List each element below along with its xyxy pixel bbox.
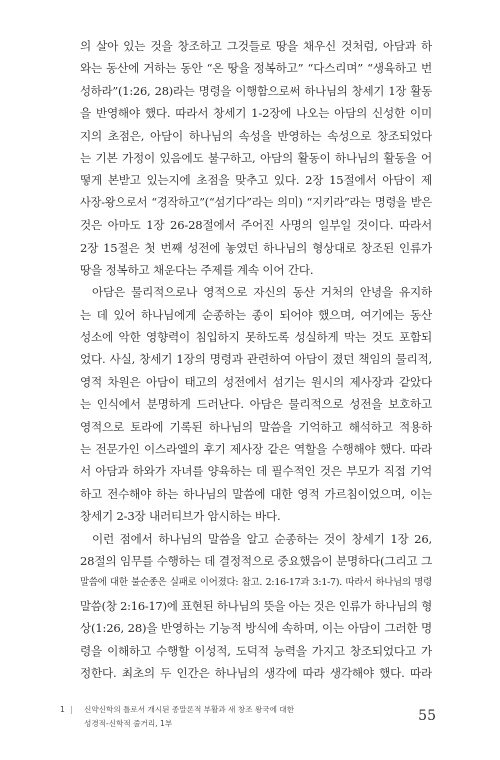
text-line: 지의 초점은, 아담이 하나님의 속성을 반영하는 속성으로 창조되었다 xyxy=(80,128,432,143)
text-line: 아담은 물리적으로나 영적으로 자신의 동산 거처의 안녕을 유지하 xyxy=(92,285,432,300)
text-line: 성하라”(1:26, 28)라는 명령을 이행함으로써 하나님의 창세기 1장 활동 xyxy=(80,83,432,98)
text-line: 정한다. 최초의 두 인간은 하나님의 생각에 따라 생각해야 했다. 따라 xyxy=(80,665,432,680)
running-footer xyxy=(60,703,440,717)
text-line: 와는 동산에 거하는 동안 “온 땅을 정복하고” “다스리며” “생육하고 번 xyxy=(80,61,432,76)
running-footer-cont xyxy=(60,717,440,731)
text-line: 말씀(창 2:16-17)에 표현된 하나님의 뜻을 아는 것은 인류가 하나님의 형 xyxy=(80,598,432,613)
text-line: 떻게 본받고 있는지에 초점을 맞추고 있다. 2장 15절에서 아담이 제 xyxy=(80,173,432,188)
text-line: 는 기본 가정이 있음에도 불구하고, 아담의 활동이 하나님의 활동을 어 xyxy=(80,150,432,165)
text-line: 성소에 악한 영향력이 침입하지 못하도록 성실하게 막는 것도 포함되 xyxy=(80,330,432,345)
body-text xyxy=(80,35,432,684)
page-footer xyxy=(60,703,440,731)
text-line: 령을 이해하고 수행할 이성적, 도덕적 능력을 가지고 창조되었다고 가 xyxy=(80,643,432,658)
text-line: 것은 아마도 1장 26-28절에서 주어진 사명의 일부일 것이다. 따라서 xyxy=(80,218,432,233)
text-line: 는 인식에서 분명하게 드러난다. 아담은 물리적으로 성전을 보호하고 xyxy=(80,397,432,412)
text-line: 었다. 사실, 창세기 1장의 명령과 관련하여 아담이 졌던 책임의 물리적, xyxy=(80,352,432,367)
text-line: 영적 차원은 아담이 태고의 성전에서 섬기는 원시의 제사장과 같았다 xyxy=(80,374,432,389)
footer-separator: | xyxy=(70,705,73,714)
text-line: 의 살아 있는 것을 창조하고 그것들로 땅을 채우신 것처럼, 아담과 하 xyxy=(80,39,432,53)
text-line: 이런 점에서 하나님의 말씀을 알고 순종하는 것이 창세기 1장 26, xyxy=(92,531,432,546)
text-line: 상(1:26, 28)을 반영하는 기능적 방식에 속하며, 이는 아담이 그러한 명 xyxy=(80,621,432,636)
text-line: 창세기 2-3장 내러티브가 암시하는 바다. xyxy=(80,509,281,524)
text-line: 사장-왕으로서 “경작하고”(“섬기다”라는 의미) “지키라”라는 명령을 받은 xyxy=(80,195,432,209)
text-line: 는 전문가인 이스라엘의 후기 제사장 같은 역할을 수행해야 했다. 따라 xyxy=(80,442,432,457)
text-line: 서 아담과 하와가 자녀를 양육하는 데 필수적인 것은 부모가 직접 기억 xyxy=(80,464,432,479)
part-title-line-2: 성경적-신학적 줄거리, 1부 xyxy=(84,719,173,728)
page-number: 55 xyxy=(418,708,436,724)
text-line: 땅을 정복하고 채운다는 주제를 계속 이어 간다. xyxy=(80,262,314,277)
text-line: 하고 전수해야 하는 하나님의 말씀에 대한 영적 가르침이었으며, 이는 xyxy=(80,486,432,501)
text-line: 2장 15절은 첫 번째 성전에 놓였던 하나님의 형상대로 창조된 인류가 xyxy=(80,240,432,255)
text-line: 말씀에 대한 불순종은 실패로 이어졌다: 참고. 2:16-17과 3:1-7). 따라서 하나님의 명령 xyxy=(80,577,432,589)
text-line: 는 데 있어 하나님에게 순종하는 종이 되어야 했으며, 여기에는 동산 xyxy=(80,307,432,322)
text-line: 영적으로 토라에 기록된 하나님의 말씀을 기억하고 해석하고 적용하 xyxy=(80,419,432,434)
part-title-line-1: 신약신학의 틀로서 개시된 종말론적 부활과 새 창조 왕국에 대한 xyxy=(84,705,295,714)
text-line: 28절의 임무를 수행하는 데 결정적으로 중요했음이 분명하다(그리고 그 xyxy=(80,553,432,568)
part-number: 1 xyxy=(60,705,65,714)
text-line: 을 반영해야 했다. 따라서 창세기 1-2장에 나오는 아담의 신성한 이미 xyxy=(80,106,432,121)
